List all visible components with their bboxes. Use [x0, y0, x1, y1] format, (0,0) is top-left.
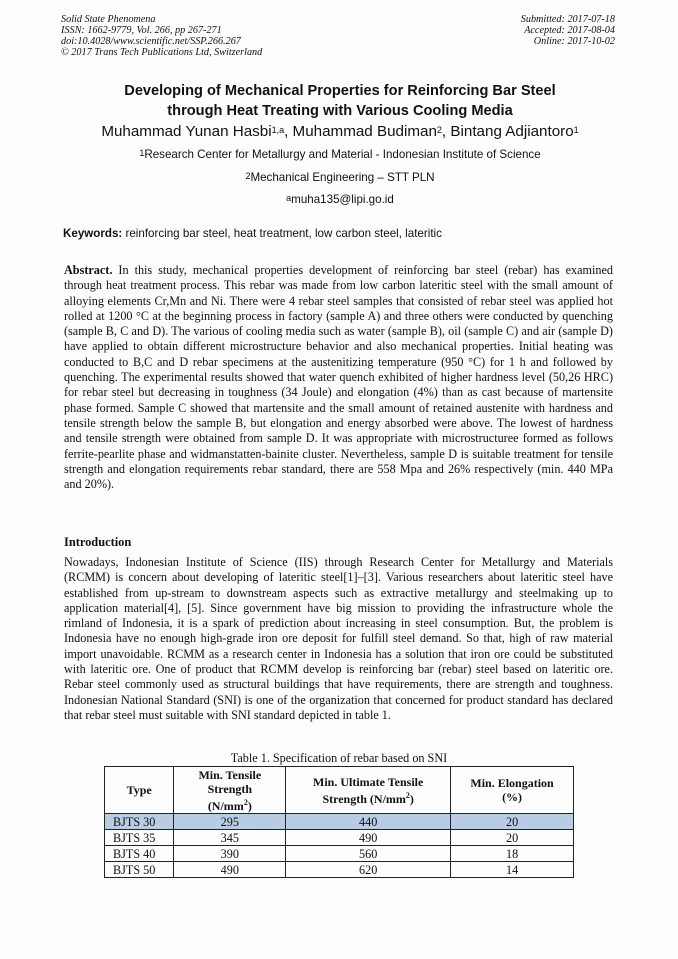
- affiliation-sup: 2: [245, 171, 251, 181]
- journal-header-right: [521, 14, 615, 47]
- affiliation-1: [40, 148, 640, 162]
- cell-elongation: 20: [451, 814, 574, 830]
- cell-elongation: 18: [451, 846, 574, 862]
- paper-title: [60, 81, 620, 121]
- title-line-2: through Heat Treating with Various Cooling Media: [167, 103, 513, 119]
- cell-uts: 560: [286, 846, 451, 862]
- header-type: Type: [105, 767, 174, 814]
- author-name: Bintang Adjiantoro: [450, 123, 574, 140]
- cell-uts: 490: [286, 830, 451, 846]
- contact-email: [40, 193, 640, 207]
- header-text: Min. Elongation: [470, 776, 554, 790]
- cell-elongation: 14: [451, 862, 574, 878]
- header-text: Min. Tensile: [198, 767, 262, 782]
- header-text: ): [247, 798, 252, 813]
- affiliation-sup: 1: [139, 148, 145, 158]
- affiliation-text: Research Center for Metallurgy and Material - Indonesian Institute of Science: [144, 148, 541, 161]
- journal-name: Solid State Phenomena: [61, 14, 156, 25]
- cell-elongation: 20: [451, 830, 574, 846]
- cell-tensile: 390: [174, 846, 286, 862]
- cell-type: BJTS 40: [105, 846, 174, 862]
- author-affil-sup: 1,a: [271, 125, 285, 135]
- journal-header-left: [61, 14, 262, 58]
- cell-tensile: 490: [174, 862, 286, 878]
- keywords: [63, 227, 623, 241]
- cell-uts: 440: [286, 814, 451, 830]
- table-row: [105, 814, 574, 830]
- online-date: Online: 2017-10-02: [533, 36, 615, 47]
- affiliation-text: Mechanical Engineering – STT PLN: [250, 171, 435, 184]
- author-separator: ,: [284, 123, 293, 140]
- author-name: Muhammad Yunan Hasbi: [101, 123, 272, 140]
- rebar-spec-table: [104, 766, 574, 878]
- issn-info: ISSN: 1662-9779, Vol. 266, pp 267-271: [61, 25, 222, 36]
- superscript: 2: [405, 790, 410, 800]
- keywords-label: Keywords:: [63, 227, 123, 240]
- affiliation-2: [40, 171, 640, 185]
- abstract-text: In this study, mechanical properties development of reinforcing bar steel (rebar) has examined through heat treatment process. This rebar was made from low carbon lateritic steel with the small amount of alloying elements Cr,Mn and Ni. There were 4 rebar steel samples that consisted of rebar steel was applied hot rolled at 1200 °C at the beginning process in factory (sample A) and three others were conducted by quenching (sample B, C and D). The various of cooling media such as water (sample B), oil (sample C) and air (sample D) have applied to obtain different microstructure behavior and also mechanical properties. Initial heating was conducted to B,C and D rebar specimens at the austenitizing temperature (950 °C) for 1 h and followed by quenching. The experimental results showed that water quench exhibited of higher hardness level (50,26 HRC) for rebar steel but decreasing in toughness (34 Joule) and elongation (4%) than as cast because of martensite phase formed. Sample C showed that martensite and the small amount of retained austenite with hardness and tensile strength below the sample B, but elongation and energy absorbed were above. The lowest of hardness and tensile strength were obtained from sample D. It was appropriate with microstructuree formed as follows ferrite-pearlite phase and widmanstatten-bainite cluster. Nevertheless, sample D is suitable treatment for tensile strength and elongation requirements rebar standard, there are 558 Mpa and 26% respectively (min. 440 MPa and 20%).: [64, 263, 613, 492]
- keywords-text: reinforcing bar steel, heat treatment, low carbon steel, lateritic: [122, 227, 442, 240]
- header-text: (%): [502, 790, 523, 804]
- cell-type: BJTS 35: [105, 830, 174, 846]
- introduction-body: Nowadays, Indonesian Institute of Science (IIS) through Research Center for Metallurgy and Materials (RCMM) is concern about developing of lateritic steel[1]–[3]. Various researchers about lateritic steel have established from up-stream to downstream aspects such as extractive metallurgy and steelmaking up to application material[4], [5]. Since government have big mission to providing the infrastructure whole the rimland of Indonesia, it is a spark of prediction about increasing in steel consumption. But, the problem is Indonesia have no enough high-grade iron ore deposit for fulfill steel demand. So that, high of raw material import unavoidable. RCMM as a research center in Indonesia has a solution that iron ore could be substituted with lateritic ore. One of product that RCMM develop is reinforcing bar (rebar) steel based on lateritic ore. Rebar steel commonly used as structural buildings that have requirements, there are strength and toughness. Indonesian National Standard (SNI) is one of the organization that concerned for product standard has declared that rebar steel must suitable with SNI standard depicted in table 1.: [64, 555, 613, 722]
- cell-tensile: 345: [174, 830, 286, 846]
- author-name: Muhammad Budiman: [292, 123, 437, 140]
- cell-uts: 620: [286, 862, 451, 878]
- cell-type: BJTS 50: [105, 862, 174, 878]
- author-separator: ,: [441, 123, 451, 140]
- table-header-row: [105, 767, 574, 814]
- header-text: (N/mm: [207, 798, 244, 813]
- author-affil-sup: 1: [573, 125, 579, 135]
- superscript: 2: [243, 797, 248, 807]
- email-text[interactable]: muha135@lipi.go.id: [291, 193, 394, 206]
- table-row: [105, 830, 574, 846]
- submitted-date: Submitted: 2017-07-18: [520, 14, 615, 25]
- header-min-elongation: [451, 767, 574, 814]
- abstract: [64, 263, 613, 492]
- header-text: ): [409, 791, 414, 806]
- doi-info: doi:10.4028/www.scientific.net/SSP.266.267: [61, 36, 241, 47]
- table-row: [105, 846, 574, 862]
- header-text: Min. Ultimate Tensile: [313, 774, 424, 789]
- table-caption: Table 1. Specification of rebar based on SNI: [230, 751, 448, 765]
- header-min-uts: [286, 767, 451, 814]
- email-sup: a: [286, 193, 292, 203]
- introduction-heading: Introduction: [64, 535, 132, 549]
- title-line-1: Developing of Mechanical Properties for Reinforcing Bar Steel: [124, 83, 556, 99]
- copyright-info: © 2017 Trans Tech Publications Ltd, Switzerland: [61, 47, 263, 58]
- accepted-date: Accepted: 2017-08-04: [524, 25, 615, 36]
- header-text: Strength (N/mm: [322, 791, 406, 806]
- abstract-label: Abstract.: [64, 263, 113, 277]
- cell-tensile: 295: [174, 814, 286, 830]
- header-min-tensile: [174, 767, 286, 814]
- author-affil-sup: 2: [436, 125, 442, 135]
- author-list: [40, 122, 640, 142]
- table-row: [105, 862, 574, 878]
- cell-type: BJTS 30: [105, 814, 174, 830]
- header-text: Strength: [207, 781, 253, 796]
